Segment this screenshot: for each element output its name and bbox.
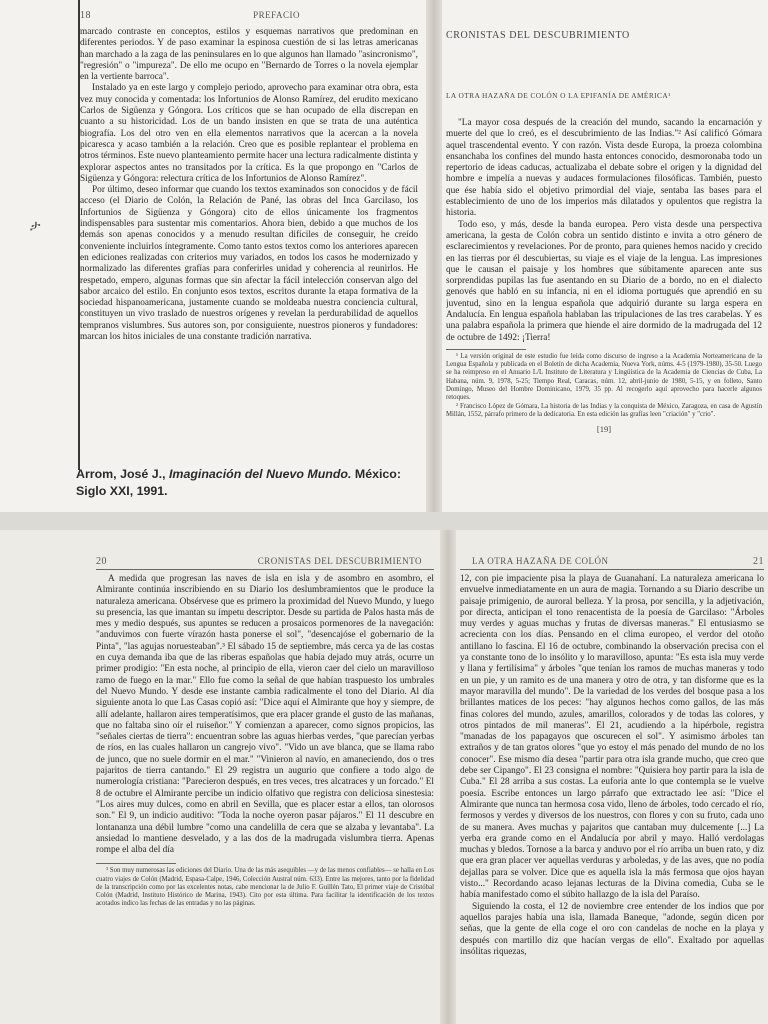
citation-publisher: México: Siglo XXI, 1991.: [76, 467, 402, 498]
running-head: [80, 10, 418, 21]
running-head: [96, 556, 434, 570]
section-title: LA OTRA HAZAÑA DE COLÓN O LA EPIFANÍA DE AMÉRICA¹: [446, 91, 671, 100]
page-21: [460, 530, 768, 1024]
paragraph: 12, con pie impaciente pisa la playa de Guanahaní. La naturaleza americana lo envuelve inmediatamente en un aura de magia. Tornando a su Diario describe un paisaje primigenio, de auroral belleza. Y la prosa, por sencilla, y la adjetivación, por directa, anticipan el tono renacentista de la poesía de Garcilaso: "Árboles muy verdes y aguas muchas y frutas de diversas maneras." El entusiasmo se acrecienta con los días. Pensando en el clima europeo, el verdor del otoño antillano lo fascina. El 16 de octubre, combinando la observación precisa con el ya constante tono de lo insólito y lo maravilloso, apunta: "Es esta isla muy verde y llana y fertilísima" y árboles "que tenían los ramos de muchas maneras y todo en un pie, y un ramito es de una manera y otro de otra, y tan disforme que es la mayor maravilla del mundo". De la variedad de los verdes del bosque pasa a los brillantes matices de los peces: "hay algunos hechos como gallos, de las más finas colores del mundo, azules, amarillos, colorados y de todas las colores, y otros pintados de mil maneras". El 21, acudiendo a la hipérbole, registra "manadas de los papagayos que oscurecen el sol". Y asimismo árboles tan extraños y de tan gratos olores "que yo estoy el más penado del mundo de no los conocer". Ese mismo día desea "partir para otra isla grande mucho, que creo que debe ser Cipango". El 23 consigna el nombre: "Quisiera hoy partir para la isla de Cuba." El 28 arriba a sus costas. La euforia ante lo que contempla se le vuelve poesía. Escribe entonces un largo párrafo que extractado lee así: "Dice el Almirante que nunca tan hermosa cosa vido, lleno de árboles, todo cercado el río, fermosos y verdes y diversos de los nuestros, con flores y con su fruto, cada uno de su manera. Aves muchas y pajaritos que cantaban muy dulcemente [...] La yerba era grande como en el Andalucía por abril y mayo. Halló verdolagas muchas y bledos. Tornose a la barca y anduvo por el río arriba un buen rato, y diz que era gran placer ver aquellas verduras y arboledas, y de las aves, que no podía dejallas para se volver. Dice que es aquella isla la más fermosa que ojos hayan visto..." Recordando acaso lejanas lecturas de la Divina comedia, Cuba se le había manifestado como el súbito hallazgo de la isla del Paraíso.: [460, 574, 764, 901]
page-18: [80, 0, 418, 512]
paragraph: "La mayor cosa después de la creación del mundo, sacando la encarnación y muerte del que lo creó, es el descubrimiento de las Indias."² Así calificó Gómara aquel trascendental evento. Y con razón. Vista desde Europa, la proeza colombina ensanchaba los confines del mundo hasta entonces conocido, desmoronaba todo un repertorio de ideas caducas, actualizaba el debate sobre el origen y la dignidad del hombre e impelía a nuevas y audaces formulaciones filosóficas. También, puesto que ése había sido el objetivo primordial del viaje, sentaba las bases para el establecimiento de uno de los imperios más dilatados y opulentos que registra la historia.: [446, 118, 762, 219]
footnote: ³ Son muy numerosas las ediciones del Diario. Una de las más asequibles —y de las menos confiables— se halla en Los cuatro viajes de Colón (Madrid, Espasa-Calpe, 1946, Colección Austral núm. 633). Entre las mejores, tanto por la fidelidad de la transcripción como por las excelentes notas, cabe mencionar la de Julio F. Guillén Tato, El primer viaje de Cristóbal Colón (Madrid, Instituto Histórico de Marina, 1943). Cito por esta última. Para facilitar la identificación de los textos acotados indico las fechas de las entradas y no las páginas.: [96, 867, 434, 908]
page-number: 20: [96, 556, 107, 567]
running-head-title: CRONISTAS DEL DESCUBRIMIENTO: [257, 556, 422, 566]
page-number: 18: [80, 10, 91, 21]
body-text: [80, 27, 418, 343]
footnote: ¹ La versión original de este estudio fue leída como discurso de ingreso a la Academia Norteamericana de la Lengua Española y publicada en el Boletín de dicha Academia, Nueva York, núms. 4-5 (1979-1980), 35-50. Luego se ha reimpreso en el Anuario L/L Instituto de Literatura y Lingüística de la Academia de Ciencias de Cuba, La Habana, núm. 9, 1978, 5-25; Tiempo Real, Caracas, núm. 12, abril-junio de 1980, 5-15, y en folleto, Santo Domingo, Museo del Hombre Dominicano, 1979, 35 pp. Al recogerlo aquí aprovecho para hacerle algunos retoques.: [446, 352, 762, 401]
page-number: [19]: [596, 423, 612, 434]
footnote-rule: [446, 349, 526, 350]
footnotes: [96, 867, 434, 908]
body-text: [446, 118, 762, 344]
page-19: [446, 0, 768, 512]
body-text: [96, 574, 434, 856]
paragraph: Todo eso, y más, desde la banda europea. Pero vista desde una perspectiva americana, la gesta de Colón cobra un sentido distinto e invita a otro género de esclarecimientos y revelaciones. Por de pronto, para quienes hemos nacido y crecido en las tierras por él descubiertas, su viaje es el viaje de la lengua. Las impresiones que le causan el paisaje y los hombres que súbitamente aparecen ante sus sorprendidas pupilas las fue asentando en su Diario de a bordo, no en el dialecto genovés que habló en su infancia, ni en el idioma portugués que aprendió en su juventud, sino en la lengua española que adquirió durante su larga espera en Andalucía. En lengua española hablaban las tripulaciones de las tres carabelas. Y es una palabra española la primera que hiende el aire dormido de la madrugada del 12 de octubre de 1492: ¡Tierra!: [446, 219, 762, 343]
page-20: [96, 530, 434, 1024]
running-head: [460, 556, 764, 570]
book-gutter: [426, 0, 442, 512]
book-gutter: [440, 530, 456, 1024]
paragraph: Siguiendo la costa, el 12 de noviembre cree entender de los indios que por aquellos parajes había una isla, llamada Baneque, "adonde, según dicen por señas, que la gente de ella coge el oro con candelas de noche en la playa y después con martillo diz que hacían vergas de ello". Exaltado por aquellas insólitas riquezas,: [460, 901, 764, 957]
paragraph: Instalado ya en este largo y complejo periodo, aprovecho para examinar otra obra, esta vez muy conocida y comentada: los Infortunios de Alonso Ramírez, del erudito mexicano Carlos de Sigüenza y Góngora. Los críticos que se han ocupado de ella discrepan en cuanto a su historicidad. Los de un bando insisten en que se trata de una auténtica biografía. Los del otro ven en ella elementos narrativos que la acercan a la novela picaresca y acaso también a la relación. Creo que es posible replantear el problema en otros términos. Este nuevo planteamiento permite hacer una lectura radicalmente distinta y explorar aspectos antes no transitados por la crítica. Es la que propongo en "Carlos de Sigüenza y Góngora: relectura crítica de los Infortunios de Alonso Ramírez".: [80, 83, 418, 184]
footnotes: [446, 353, 762, 420]
footnote: ² Francisco López de Gómara, La historia de las Indias y la conquista de México, Zaragoza, en casa de Agustín Millán, 1552, párrafo primero de la dedicatoria. En esta edición las grafías leen "criación" y "crio".: [446, 403, 762, 419]
paragraph: A medida que progresan las naves de isla en isla y de asombro en asombro, el Almirante continúa inscribiendo en su Diario los deslumbramientos que le produce la naturaleza americana. Obsérvese que es primero la proximidad del Nuevo Mundo, y luego su presencia, las que imantan su ímpetu descriptor. Desde su partida de Palos hasta más de mes y medio después, sus apuntes se reducen a prosaicos pormenores de la navegación: "anduvimos con fuerte vírazón hasta ponerse el sol", "desencajóse el gobernario de la Pinta", "las agujas noruesteaban".³ El sábado 15 de septiembre, más cerca ya de las costas en cuya demanda iba que de las riberas españolas que había dejado muy atrás, ocurre un primer prodigio: "En esta noche, al principio de ella, vieron caer del cielo un maravilloso ramo de fuego en la mar." Ello fue como la señal de que habían traspuesto los umbrales del Nuevo Mundo. Y desde ese instante cambia radicalmente el tono del Diario. Al día siguiente anota lo que Las Casas copió así: "Dice aquí el Almirante que hoy y siempre, de allí adelante, hallaron aires temperatísimos, que era placer grande el gusto de las mañanas, que no faltaba sino oír el ruiseñor." Y comienzan a aparecer, como signos propicios, las "señales ciertas de tierra": encuentran sobre las aguas hierbas verdes, "que parecían yerbas de ríos, en las cuales hallaron un cangrejo vivo". "Vido un ave blanca, que se llama rabo de junco, que no suele dormir en el mar." "Vinieron al navío, en amaneciendo, dos o tres pajaritos de tierra cantando." El 29 registra un augurio que confiere a todo algo de numerología cristiana: "Parecieron después, en tres veces, tres alcatraces y un forcado." El 8 de octubre el Almirante percibe un indicio olfativo que registra con deliciosa sinestesia: "Los aires muy dulces, como en abril en Sevilla, que es placer estar a ellos, tan olorosos son." El 9, un indicio auditivo: "Toda la noche oyeron pasar pájaros." El 11 descubre en lontananza una débil lumbre "como una candelilla de cera que se alzaba y levantaba". La ansiedad lo mantiene desvelado, y a las dos de la madrugada vislumbra tierra. Apenas rompe el alba del día: [96, 574, 434, 856]
chapter-title: CRONISTAS DEL DESCUBRIMIENTO: [446, 30, 630, 41]
paragraph: marcado contraste en conceptos, estilos y esquemas narrativos que predominan en diferentes periodos. Y de paso examinar la espinosa cuestión de si las letras americanas han marchado a la zaga de las peninsulares en lo que algunos han llamado "asincronismo", "regresión" o "impureza". De ello me ocupo en "Bernardo de Torres o la novela ejemplar en la vertiente barroca".: [80, 27, 418, 83]
citation-title: Imaginación del Nuevo Mundo.: [168, 467, 352, 481]
body-text: [460, 574, 764, 958]
citation-author: Arrom, José J.,: [76, 467, 166, 481]
handwritten-citation: [76, 466, 428, 500]
bottom-spread: [0, 530, 768, 1024]
page-number: 21: [753, 556, 764, 567]
paragraph: Por último, deseo informar que cuando los textos examinados son conocidos y de fácil acceso (el Diario de Colón, la Relación de Pané, las obras del Inca Garcilaso, los Infortunios de Sigüenza y Góngora) cito de ellos únicamente los fragmentos indispensables para sustentar mis comentarios. Ahora bien, debido a que muchos de los demás son apenas conocidos y a menudo resultan difíciles de conseguir, he creído conveniente incluirlos íntegramente. Como tanto estos textos como los anteriores aparecen en ediciones realizadas con criterios muy variados, en todos los casos he modernizado y normalizado las diferentes grafías para conferirles unidad y coherencia al reunirlos. He respetado, empero, algunas formas que sin afectar la fácil intelección conservan algo del sabor arcaico del estilo. En conjunto esos textos, escritos durante la etapa formativa de la sociedad hispanoamericana, justamente cuando se moldeaba nuestra conciencia cultural, constituyen un vivo traslado de nuestros orígenes y revelan la perdurabilidad de aquellos tempranos vislumbres. Sus autores son, por consiguiente, nuestros pioneros y fundadores: marcan los hitos iniciales de una constante tradición narrativa.: [80, 185, 418, 343]
margin-handwritten-mark: ታ: [30, 218, 41, 234]
sheet-gap: [0, 512, 768, 530]
footnote-rule: [96, 863, 176, 864]
running-head-title: PREFACIO: [253, 10, 300, 20]
running-head-title: LA OTRA HAZAÑA DE COLÓN: [472, 556, 609, 566]
